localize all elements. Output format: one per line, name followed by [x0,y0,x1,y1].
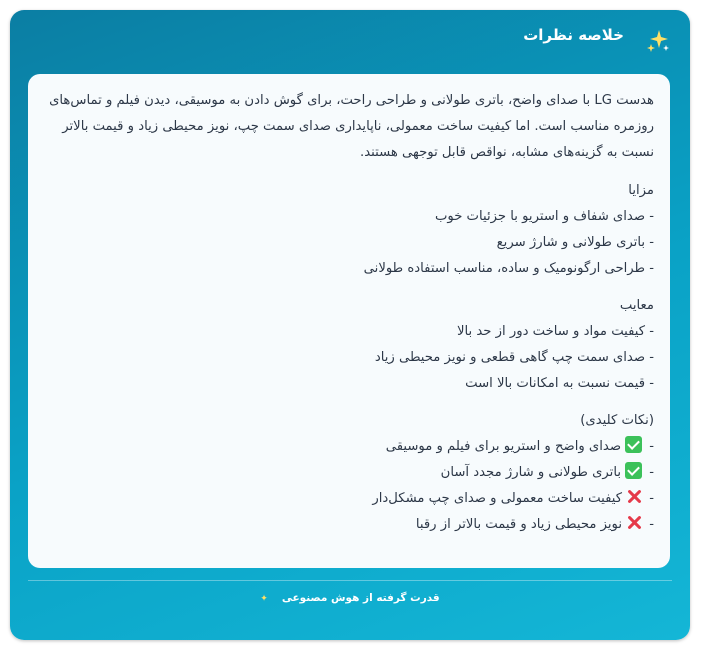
cross-icon [626,514,642,531]
pros-item: - باتری طولانی و شارژ سریع [496,235,654,250]
sparkle-icon: ✦ [260,594,268,604]
pros-title: مزایا [628,183,654,198]
key-points-title: (نکات کلیدی) [580,413,654,428]
cons-item: - کیفیت مواد و ساخت دور از حد بالا [456,324,654,339]
key-points-section [44,408,654,538]
key-point-prefix: - [649,465,654,480]
key-point-item [44,460,654,486]
check-icon [625,436,642,453]
footer-divider [28,580,672,581]
cons-title: معایب [619,298,654,313]
pros-item: - صدای شفاف و استریو با جزئیات خوب [434,209,654,224]
summary-paragraph: هدست LG با صدای واضح، باتری طولانی و طراحی راحت، برای گوش دادن به موسیقی، دیدن فیلم و تماس‌های روزمره مناسب است. اما کیفیت ساخت معمولی، ناپایداری صدای سمت چپ، نویز محیطی زیاد و قیمت بالاتر نسبت به گزینه‌های مشابه، نواقص قابل توجهی هستند. [49,93,654,160]
cons-section [44,293,654,397]
key-point-item [44,512,654,538]
key-point-prefix: - [649,491,654,506]
cross-icon [626,488,642,505]
powered-by-ai-footer [10,592,690,604]
cons-item: - قیمت نسبت به امکانات بالا است [465,376,654,391]
summary-content [28,74,670,568]
key-point-prefix: - [649,517,654,532]
key-point-item [44,486,654,512]
review-summary-card [10,10,690,640]
card-header [10,10,690,66]
pros-item: - طراحی ارگونومیک و ساده، مناسب استفاده طولانی [363,261,654,276]
key-point-text: کیفیت ساخت معمولی و صدای چپ مشکل‌دار [372,491,623,506]
key-point-text: صدای واضح و استریو برای فیلم و موسیقی [385,439,622,454]
key-point-item [44,434,654,460]
card-title: خلاصه نظرات [523,26,624,44]
cons-item: - صدای سمت چپ گاهی قطعی و نویز محیطی زیاد [374,350,654,365]
key-point-text: نویز محیطی زیاد و قیمت بالاتر از رقبا [415,517,623,532]
check-icon [625,462,642,479]
key-point-text: باتری طولانی و شارژ مجدد آسان [440,465,622,480]
key-point-prefix: - [649,439,654,454]
sparkles-icon [644,26,672,54]
pros-section [44,178,654,282]
footer-text: قدرت گرفته از هوش مصنوعی [281,592,440,604]
